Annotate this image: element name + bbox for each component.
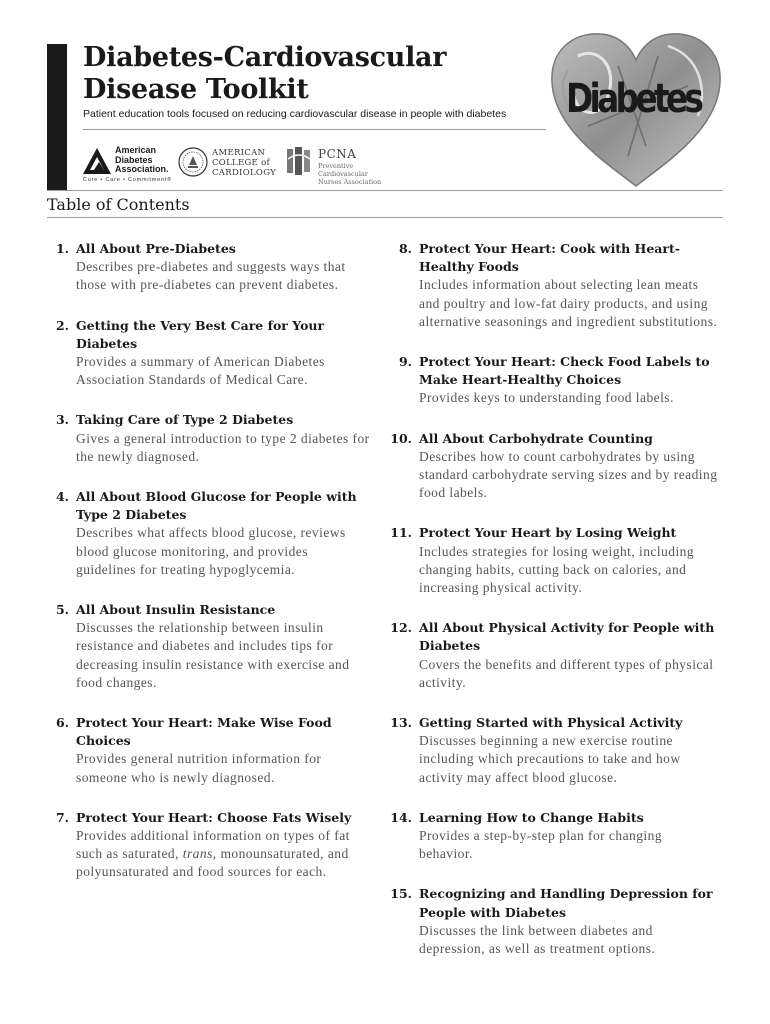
heart-title: Diabetes bbox=[566, 76, 701, 122]
item-description: Provides keys to understanding food labels. bbox=[419, 390, 674, 406]
acc-line-2: COLLEGE of bbox=[212, 158, 270, 168]
toc-item bbox=[45, 411, 370, 466]
item-number: 4. bbox=[55, 489, 69, 505]
pcna-sub-1: Preventive Cardiovascular bbox=[318, 162, 368, 178]
item-number: 14. bbox=[390, 809, 412, 825]
item-description bbox=[76, 827, 370, 882]
triangle-logo-icon bbox=[83, 148, 111, 174]
toc-item bbox=[388, 809, 718, 864]
acc-name bbox=[212, 148, 276, 178]
toc-heading-divider bbox=[47, 217, 723, 218]
item-number: 12. bbox=[390, 620, 412, 636]
pcna-subtitle bbox=[318, 162, 405, 186]
pcna-emblem-icon bbox=[285, 145, 313, 177]
ada-line-1: American bbox=[115, 145, 157, 155]
toc-item bbox=[388, 353, 718, 408]
ada-line-3: Association. bbox=[115, 164, 169, 174]
header-divider bbox=[83, 129, 546, 130]
toc-item bbox=[45, 809, 370, 882]
item-description: Describes how to count carbohydrates by using standard carbohydrate serving sizes and by reading food labels. bbox=[419, 448, 718, 501]
toc-column-left bbox=[45, 240, 370, 882]
item-description: Gives a general introduction to type 2 diabetes for the newly diagnosed. bbox=[76, 430, 370, 464]
toc-column-right bbox=[388, 240, 718, 958]
pcna-logo bbox=[285, 145, 405, 186]
title-line-2: Disease Toolkit bbox=[83, 74, 309, 105]
item-description: Discusses the link between diabetes and depression, as well as treatment options. bbox=[419, 922, 656, 957]
item-description: Covers the benefits and different types of physical activity. bbox=[419, 656, 714, 690]
desc-italic: trans bbox=[182, 846, 213, 862]
item-title: All About Insulin Resistance bbox=[76, 602, 276, 618]
toc-item bbox=[45, 240, 370, 295]
item-number: 1. bbox=[55, 241, 69, 256]
item-title: Learning How to Change Habits bbox=[419, 809, 644, 825]
item-description: Includes information about selecting lean meats and poultry and low-fat dairy products, and using alternative seasonings and ingredient substitutions. bbox=[419, 277, 718, 329]
page-subtitle: Patient education tools focused on reducing cardiovascular disease in people with diabetes bbox=[83, 108, 507, 120]
item-title: All About Carbohydrate Counting bbox=[419, 430, 653, 446]
item-number: 6. bbox=[55, 715, 69, 731]
item-title: Protect Your Heart: Choose Fats Wisely bbox=[76, 809, 352, 825]
item-description: Describes what affects blood glucose, reviews blood glucose monitoring, and provides guidelines for treating hypoglycemia. bbox=[76, 525, 346, 577]
item-number: 10. bbox=[390, 430, 412, 446]
item-title: Protect Your Heart: Make Wise Food Choices bbox=[76, 715, 332, 749]
desc-part: , monounsaturated, and polyunsaturated and food sources for each. bbox=[76, 846, 349, 880]
item-title: Protect Your Heart: Cook with Heart-Healthy Foods bbox=[419, 241, 680, 275]
accent-bar bbox=[47, 44, 67, 190]
item-title: Recognizing and Handling Depression for People with Diabetes bbox=[419, 886, 713, 920]
item-title: Protect Your Heart by Losing Weight bbox=[419, 525, 677, 541]
item-number: 2. bbox=[55, 317, 69, 333]
toc-item bbox=[45, 488, 370, 579]
desc-part: Provides additional information on types of fat such as saturated, bbox=[76, 828, 350, 862]
ada-line-2: Diabetes bbox=[115, 154, 153, 165]
item-number: 15. bbox=[390, 886, 412, 902]
item-description: Discusses the relationship between insulin resistance and diabetes and includes tips for decreasing insulin resistance with exercise and food changes. bbox=[76, 620, 350, 690]
item-title: Taking Care of Type 2 Diabetes bbox=[76, 412, 294, 428]
toc-item bbox=[45, 714, 370, 787]
item-number: 3. bbox=[55, 412, 69, 428]
ada-tagline: Cure • Care • Commitment® bbox=[83, 177, 173, 183]
ada-name bbox=[115, 146, 169, 175]
item-title: All About Blood Glucose for People with Type 2 Diabetes bbox=[76, 489, 357, 523]
toc-item bbox=[388, 885, 718, 958]
toc-item bbox=[388, 524, 718, 597]
item-title: Protect Your Heart: Check Food Labels to Make Heart-Healthy Choices bbox=[419, 354, 710, 388]
item-number: 7. bbox=[55, 809, 69, 825]
pcna-sub-2: Nurses Association bbox=[318, 178, 382, 186]
item-title: All About Pre-Diabetes bbox=[76, 241, 236, 256]
item-description: Discusses beginning a new exercise routine including which precautions to take and how activity may affect blood glucose. bbox=[419, 733, 681, 785]
item-description: Provides general nutrition information for someone who is newly diagnosed. bbox=[76, 751, 322, 785]
acc-line-3: CARDIOLOGY bbox=[212, 168, 277, 178]
item-description: Describes pre-diabetes and suggests ways that those with pre-diabetes can prevent diabetes. bbox=[76, 259, 346, 293]
item-title: Getting Started with Physical Activity bbox=[419, 715, 683, 731]
pcna-name: PCNA bbox=[318, 147, 357, 161]
title-line-1: Diabetes-Cardiovascular bbox=[83, 42, 447, 73]
ada-logo bbox=[83, 146, 173, 186]
item-title: All About Physical Activity for People with Diabetes bbox=[419, 620, 715, 654]
item-description: Provides a summary of American Diabetes Association Standards of Medical Care. bbox=[76, 354, 325, 388]
toc-item bbox=[388, 430, 718, 503]
page-title bbox=[83, 42, 446, 106]
seal-icon bbox=[178, 147, 208, 177]
item-number: 9. bbox=[398, 354, 412, 370]
acc-logo bbox=[178, 145, 278, 181]
toc-item bbox=[45, 317, 370, 390]
item-description: Includes strategies for losing weight, including changing habits, cutting back on calories, and increasing physical activity. bbox=[419, 543, 695, 596]
item-number: 8. bbox=[398, 241, 412, 256]
toc-item bbox=[388, 619, 718, 692]
toc-item bbox=[388, 240, 718, 331]
toc-item bbox=[388, 714, 718, 787]
item-number: 13. bbox=[390, 715, 412, 731]
toc-top-divider bbox=[47, 190, 723, 191]
toc-item bbox=[45, 601, 370, 692]
item-title: Getting the Very Best Care for Your Diabetes bbox=[76, 317, 325, 351]
item-number: 5. bbox=[55, 602, 69, 618]
toc-heading: Table of Contents bbox=[47, 195, 190, 214]
acc-line-1: AMERICAN bbox=[212, 148, 266, 158]
item-number: 11. bbox=[390, 525, 412, 541]
item-description: Provides a step-by-step plan for changing behavior. bbox=[419, 828, 663, 862]
